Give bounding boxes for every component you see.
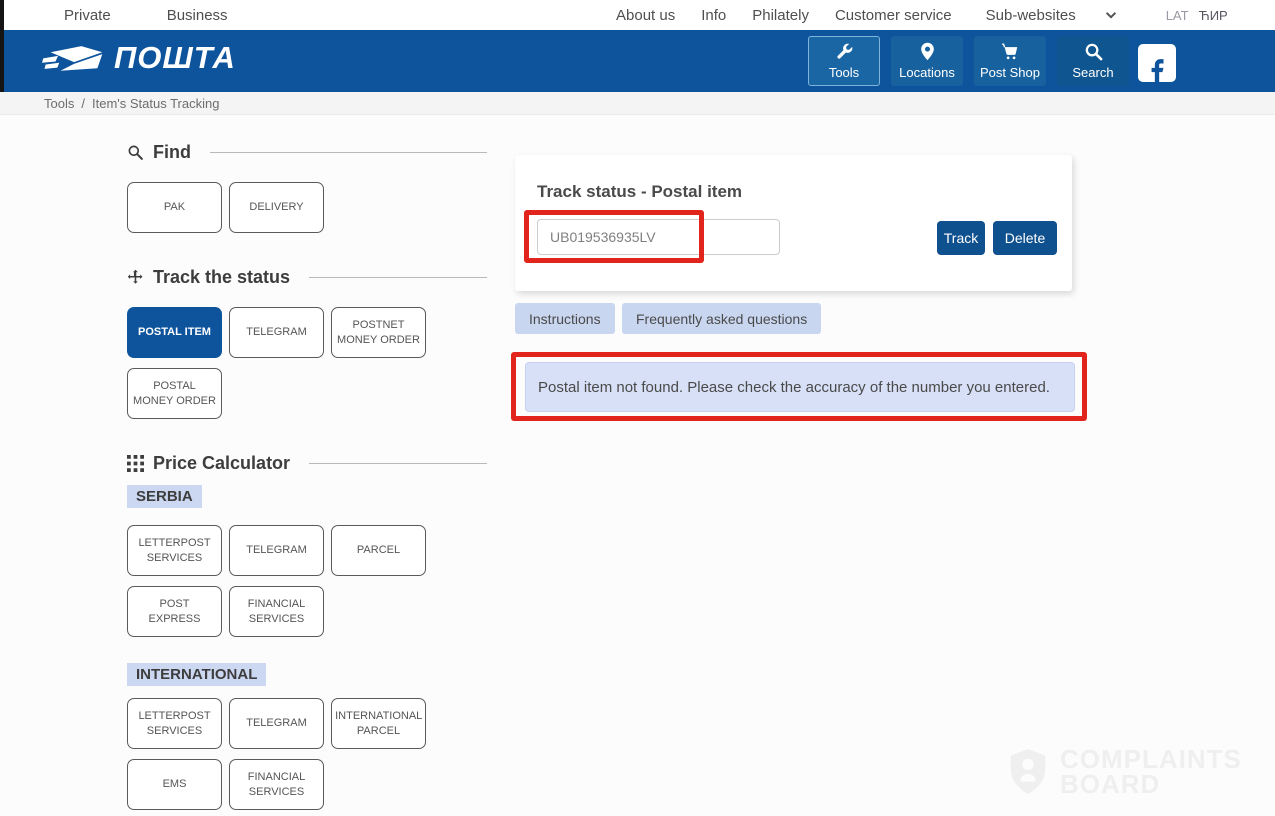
find-buttons: [127, 182, 324, 233]
nav-philately[interactable]: Philately: [752, 6, 809, 24]
divider: [210, 152, 487, 153]
international-buttons-row1: [127, 698, 426, 749]
delete-button[interactable]: Delete: [993, 221, 1057, 255]
lang-cyrillic[interactable]: ЋИР: [1198, 7, 1228, 23]
nav-info[interactable]: Info: [701, 6, 727, 24]
serbia-label: SERBIA: [127, 485, 202, 508]
international-label: INTERNATIONAL: [127, 663, 266, 686]
envelope-logo-icon: [42, 44, 106, 74]
intl-ems-button[interactable]: EMS: [127, 759, 222, 810]
language-switch: [1166, 8, 1228, 23]
nav-sub-websites[interactable]: [986, 7, 1118, 24]
serbia-telegram-button[interactable]: TELEGRAM: [229, 525, 324, 576]
lang-latin[interactable]: LAT: [1165, 7, 1189, 23]
facebook-button[interactable]: [1138, 44, 1176, 82]
breadcrumb-tools[interactable]: Tools: [44, 95, 75, 111]
intl-financial-services-button[interactable]: FINANCIAL SERVICES: [229, 759, 324, 810]
chevron-down-icon: [1104, 8, 1118, 22]
wrench-icon: [835, 42, 854, 61]
find-section-title: [127, 142, 487, 163]
track-postal-item-button[interactable]: POSTAL ITEM: [127, 307, 222, 358]
search-icon: [127, 144, 144, 161]
cart-icon: [1001, 42, 1020, 61]
find-pak-button[interactable]: PAK: [127, 182, 222, 233]
logo-text: ПОШТА: [114, 40, 236, 75]
find-delivery-button[interactable]: DELIVERY: [229, 182, 324, 233]
intl-letterpost-button[interactable]: LETTERPOST SERVICES: [127, 698, 222, 749]
nav-customer-service[interactable]: Customer service: [834, 6, 952, 24]
nav-private[interactable]: Private: [64, 6, 111, 24]
card-title: Track status - Postal item: [537, 182, 743, 201]
sub-websites-label: Sub-websites: [985, 6, 1076, 24]
divider: [309, 463, 487, 464]
location-pin-icon: [918, 42, 937, 61]
breadcrumb-separator: /: [81, 95, 85, 111]
track-buttons-row2: [127, 368, 222, 419]
track-button[interactable]: Track: [937, 221, 985, 255]
track-postnet-money-order-button[interactable]: POSTNET MONEY ORDER: [331, 307, 426, 358]
calculator-title-text: Price Calculator: [153, 453, 291, 473]
top-nav-right: [616, 0, 1228, 30]
nav-business[interactable]: Business: [166, 6, 228, 24]
watermark-text: COMPLAINTS BOARD: [1060, 744, 1242, 799]
locations-button[interactable]: [891, 36, 963, 86]
serbia-letterpost-button[interactable]: LETTERPOST SERVICES: [127, 525, 222, 576]
track-telegram-button[interactable]: TELEGRAM: [229, 307, 324, 358]
facebook-icon: [1144, 55, 1170, 82]
divider: [309, 277, 487, 278]
international-buttons-row2: [127, 759, 324, 810]
search-icon: [1084, 42, 1103, 61]
grid-icon: [127, 455, 144, 472]
breadcrumb-current: Item's Status Tracking: [91, 95, 220, 111]
nav-about-us[interactable]: About us: [616, 6, 676, 24]
tracking-number-input[interactable]: [537, 219, 780, 255]
error-message-box: [525, 362, 1075, 412]
intl-telegram-button[interactable]: TELEGRAM: [229, 698, 324, 749]
serbia-buttons-row2: [127, 586, 324, 637]
faq-chip[interactable]: Frequently asked questions: [622, 303, 821, 334]
header-buttons: [808, 36, 1129, 86]
serbia-post-express-button[interactable]: POST EXPRESS: [127, 586, 222, 637]
serbia-buttons-row1: [127, 525, 426, 576]
serbia-financial-services-button[interactable]: FINANCIAL SERVICES: [229, 586, 324, 637]
track-buttons-row1: [127, 307, 426, 358]
post-shop-button[interactable]: [974, 36, 1046, 86]
track-title-text: Track the status: [153, 267, 291, 287]
intl-parcel-button[interactable]: INTERNATIONAL PARCEL: [331, 698, 426, 749]
screenshot-edge-artifact: [0, 0, 4, 92]
tools-label: Tools: [828, 65, 860, 80]
sidebar: [127, 0, 487, 816]
calculator-section-title: [127, 453, 487, 474]
post-shop-label: Post Shop: [980, 65, 1040, 80]
serbia-parcel-button[interactable]: PARCEL: [331, 525, 426, 576]
track-postal-money-order-button[interactable]: POSTAL MONEY ORDER: [127, 368, 222, 419]
search-button[interactable]: [1057, 36, 1129, 86]
instructions-chip[interactable]: Instructions: [515, 303, 615, 334]
find-title-text: Find: [153, 142, 191, 162]
shield-icon: [1005, 746, 1051, 798]
search-label: Search: [1072, 65, 1114, 80]
move-crosshair-icon: [127, 269, 144, 286]
track-section-title: [127, 267, 487, 288]
tools-button[interactable]: [808, 36, 880, 86]
complaintsboard-watermark: [1005, 746, 1242, 798]
locations-label: Locations: [899, 65, 955, 80]
error-message-text: Postal item not found. Please check the accuracy of the number you entered.: [538, 378, 1050, 396]
track-status-card: [515, 155, 1072, 291]
